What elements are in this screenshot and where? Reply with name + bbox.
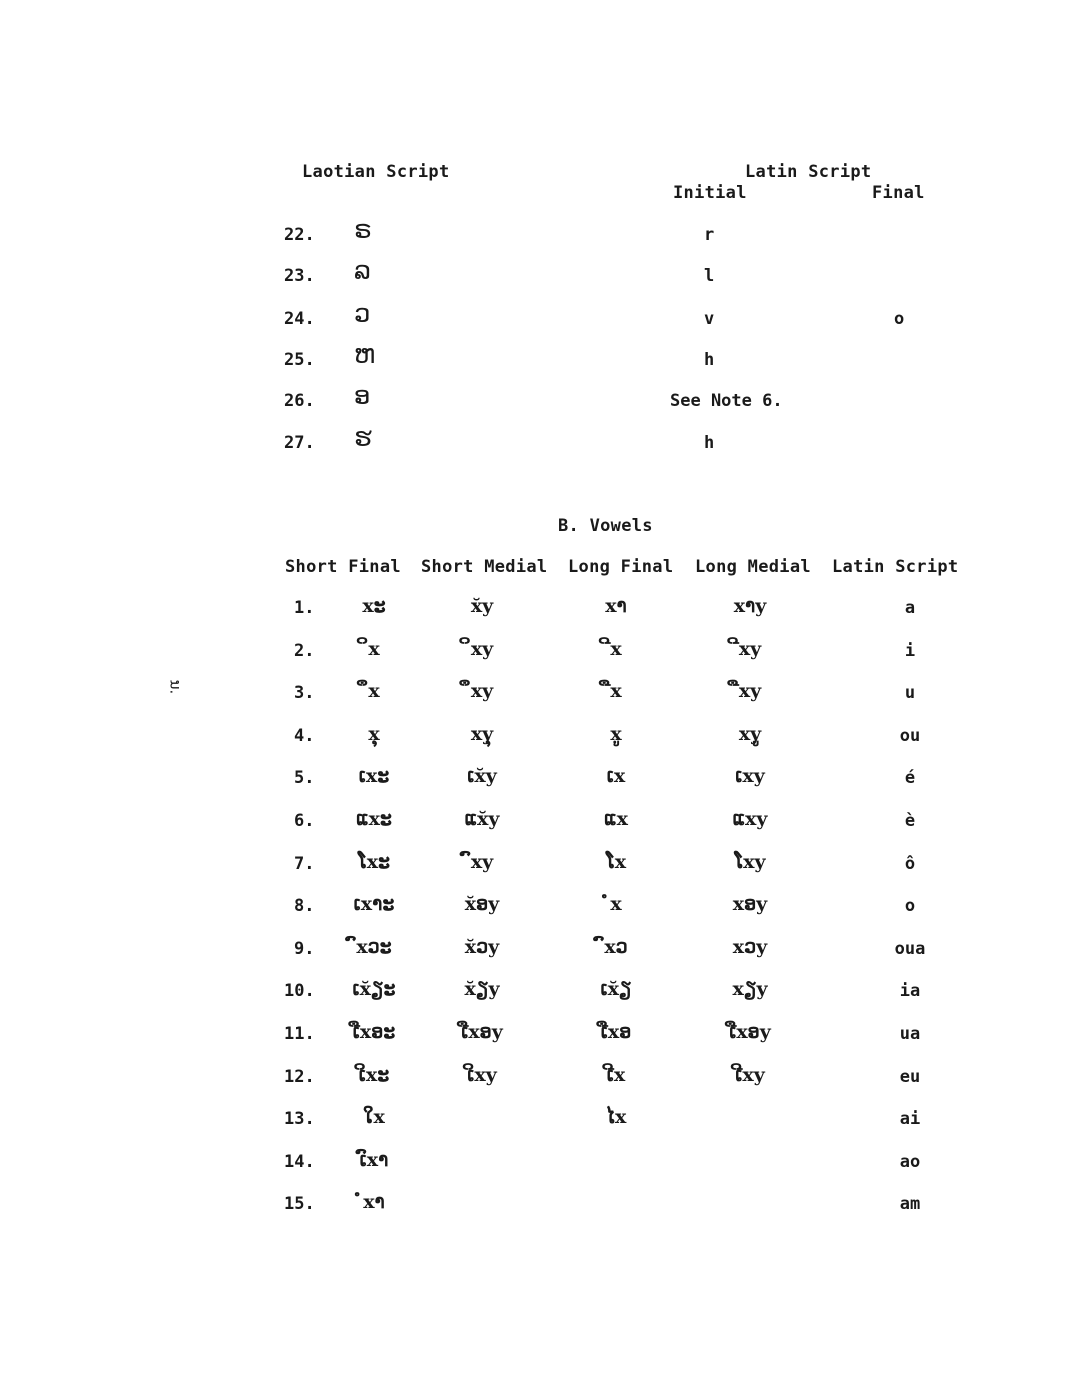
vowel-long-medial: xວy	[732, 936, 768, 958]
vowel-latin: oua	[894, 939, 926, 959]
vowel-short-medial: xyຸ	[470, 723, 494, 745]
consonant-glyph: ຫ	[354, 340, 376, 370]
vowel-long-final: ແx	[604, 808, 628, 830]
vowel-short-medial: ິxy	[470, 638, 494, 660]
vowel-number: 11.	[284, 1024, 315, 1044]
header-latin-script: Latin Script	[745, 162, 872, 182]
consonant-initial: r	[704, 225, 715, 245]
vowel-header-short-medial: Short Medial	[421, 557, 548, 577]
consonant-number: 27.	[284, 433, 315, 453]
header-laotian-script: Laotian Script	[302, 162, 450, 182]
consonant-glyph: ຣ	[354, 215, 372, 245]
vowel-short-final: ໃx	[363, 1106, 385, 1128]
consonant-initial: h	[704, 350, 715, 370]
vowel-long-final: ືx	[610, 680, 622, 702]
consonant-number: 23.	[284, 266, 315, 286]
consonant-number: 25.	[284, 350, 315, 370]
vowel-latin: eu	[899, 1067, 921, 1087]
consonant-number: 26.	[284, 391, 315, 411]
vowel-long-medial: ີxy	[738, 638, 762, 660]
vowel-long-medial: xອy	[732, 893, 768, 915]
vowel-header-long-medial: Long Medial	[695, 557, 811, 577]
consonant-final: o	[894, 309, 905, 329]
vowel-number: 8.	[294, 896, 315, 916]
vowel-long-medial: ແxy	[732, 808, 768, 830]
vowel-short-final: xະ	[362, 595, 386, 617]
vowel-header-latin-script: Latin Script	[832, 557, 959, 577]
vowel-long-final: xູ	[610, 723, 622, 745]
vowel-short-medial: ຶxy	[470, 680, 494, 702]
vowel-long-medial: xyູ	[738, 723, 762, 745]
vowel-latin: ô	[904, 854, 916, 874]
vowel-number: 12.	[284, 1067, 315, 1087]
vowel-short-final: ິx	[368, 638, 380, 660]
vowel-long-final: ົxວ	[604, 936, 628, 958]
vowel-short-final: ເິxະ	[358, 1064, 390, 1086]
vowel-long-final: ເx̆ຽ	[600, 978, 632, 1000]
vowel-short-final: ແxະ	[356, 808, 392, 830]
vowel-number: 9.	[294, 939, 315, 959]
vowel-short-medial: x̆ຽy	[464, 978, 500, 1000]
vowel-latin: a	[904, 598, 916, 618]
vowel-short-final: ເx̆ຽະ	[352, 978, 396, 1000]
section-title-vowels: B. Vowels	[558, 516, 653, 536]
header-initial: Initial	[673, 183, 747, 203]
header-final: Final	[872, 183, 925, 203]
vowel-latin: u	[904, 683, 916, 703]
vowel-long-medial: ເີxy	[735, 1064, 765, 1086]
vowel-number: 2.	[294, 641, 315, 661]
vowel-long-final: ເືxອ	[600, 1021, 632, 1043]
vowel-short-medial: ເິxy	[467, 1064, 497, 1086]
vowel-number: 15.	[284, 1194, 315, 1214]
vowel-number: 7.	[294, 854, 315, 874]
consonant-glyph: ອ	[354, 381, 371, 411]
vowel-long-final: ໂx	[605, 851, 627, 873]
vowel-number: 6.	[294, 811, 315, 831]
vowel-long-medial: ເxy	[735, 765, 765, 787]
vowel-short-final: ເົxາ	[359, 1149, 389, 1171]
vowel-number: 14.	[284, 1152, 315, 1172]
vowel-latin: é	[904, 768, 916, 788]
vowel-short-final: ໂxະ	[357, 851, 391, 873]
vowel-long-final: ໄx	[605, 1106, 627, 1128]
vowel-short-final: ເxາະ	[353, 893, 395, 915]
vowel-long-medial: ເືxອy	[729, 1021, 771, 1043]
vowel-latin: è	[904, 811, 916, 831]
vowel-latin: o	[904, 896, 916, 916]
vowel-short-medial: ແx̆y	[464, 808, 500, 830]
vowel-latin: i	[904, 641, 916, 661]
vowel-long-medial: xາy	[733, 595, 767, 617]
vowel-long-medial: xຽy	[732, 978, 768, 1000]
vowel-number: 3.	[294, 683, 315, 703]
vowel-number: 1.	[294, 598, 315, 618]
consonant-glyph: ລ	[354, 256, 371, 286]
vowel-short-medial: ເືxອy	[461, 1021, 503, 1043]
vowel-number: 4.	[294, 726, 315, 746]
consonant-initial: l	[704, 266, 715, 286]
vowel-long-final: xາ	[605, 595, 627, 617]
vowel-short-medial: x̆y	[470, 595, 494, 617]
vowel-latin: ao	[899, 1152, 921, 1172]
vowel-short-final: ໍxາ	[363, 1191, 385, 1213]
vowel-long-medial: ືxy	[738, 680, 762, 702]
vowel-short-medial: ເx̆y	[467, 765, 497, 787]
consonant-number: 22.	[284, 225, 315, 245]
consonant-initial: v	[704, 309, 715, 329]
vowel-latin: ou	[899, 726, 921, 746]
vowel-short-final: ເືxອະ	[352, 1021, 396, 1043]
vowel-latin: ia	[899, 981, 921, 1001]
vowel-header-short-final: Short Final	[285, 557, 401, 577]
consonant-initial: See Note 6.	[670, 391, 783, 411]
vowel-short-final: ເxະ	[358, 765, 390, 787]
vowel-short-final: ົxວະ	[356, 936, 392, 958]
consonant-glyph: ຮ	[354, 423, 372, 453]
vowel-number: 13.	[284, 1109, 315, 1129]
vowel-short-medial: ົxy	[470, 851, 494, 873]
consonant-number: 24.	[284, 309, 315, 329]
vowel-short-final: xຸ	[368, 723, 380, 745]
vowel-short-medial: x̆ອy	[464, 893, 500, 915]
vowel-long-final: ໍx	[610, 893, 622, 915]
margin-page-mark: ນ.	[166, 679, 185, 695]
vowel-long-medial: ໂxy	[734, 851, 766, 873]
consonant-glyph: ວ	[354, 299, 371, 329]
vowel-long-final: ເx	[606, 765, 626, 787]
vowel-short-final: ຶx	[368, 680, 380, 702]
vowel-header-long-final: Long Final	[568, 557, 674, 577]
vowel-long-final: ເີx	[606, 1064, 626, 1086]
vowel-latin: ai	[899, 1109, 921, 1129]
consonant-initial: h	[704, 433, 715, 453]
vowel-short-medial: x̆ວy	[464, 936, 500, 958]
vowel-long-final: ີx	[610, 638, 622, 660]
vowel-number: 10.	[284, 981, 315, 1001]
vowel-number: 5.	[294, 768, 315, 788]
vowel-latin: ua	[899, 1024, 921, 1044]
vowel-latin: am	[899, 1194, 921, 1214]
